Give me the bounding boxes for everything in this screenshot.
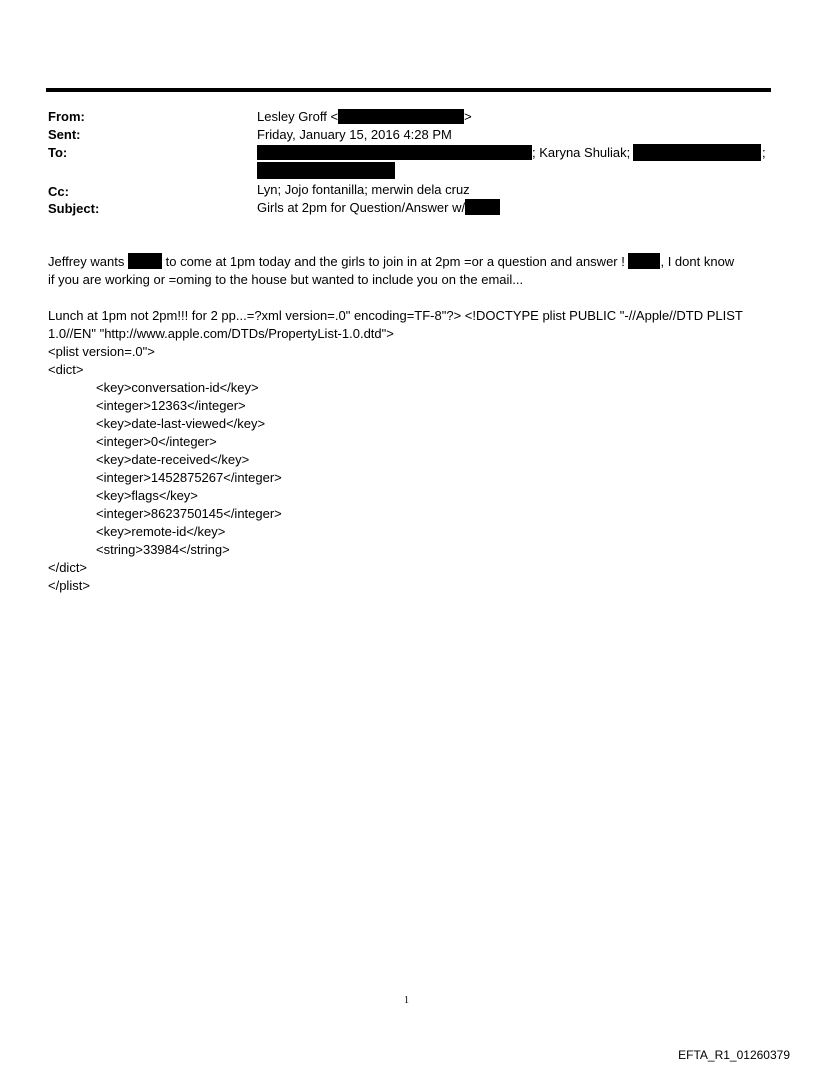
body-text-c: , I dont know: [660, 254, 735, 269]
dict-line: <integer>1452875267</integer>: [96, 470, 282, 485]
subject-value: [257, 199, 500, 216]
dict-line: <string>33984</string>: [96, 542, 230, 557]
dict-line: <key>conversation-id</key>: [96, 380, 259, 395]
from-close: >: [464, 109, 472, 124]
body-paragraph-2-line-1: Lunch at 1pm not 2pm!!! for 2 pp...=?xml version=.0" encoding=TF-8"?> <!DOCTYPE plist PUBLIC "-//Apple//DTD PLIST: [48, 308, 743, 323]
redaction-box: [633, 144, 761, 161]
subject-label: Subject:: [48, 201, 100, 216]
body-text-b: to come at 1pm today and the girls to join in at 2pm =or a question and answer !: [165, 254, 625, 269]
dict-line: <key>flags</key>: [96, 488, 198, 503]
redaction-box: [338, 109, 464, 124]
dict-line: <integer>8623750145</integer>: [96, 506, 282, 521]
dict-line: <key>date-received</key>: [96, 452, 250, 467]
to-value: [257, 144, 630, 161]
cc-label: Cc:: [48, 184, 69, 199]
dict-line: <key>date-last-viewed</key>: [96, 416, 266, 431]
body-paragraph-1-line-2: if you are working or =oming to the house but wanted to include you on the email...: [48, 272, 524, 287]
page-number: 1: [404, 995, 409, 1006]
from-label: From:: [48, 109, 85, 124]
dict-close: </dict>: [48, 560, 88, 575]
body-paragraph-1-line-1: [48, 253, 778, 271]
subject-text: Girls at 2pm for Question/Answer w/: [257, 200, 466, 215]
from-name: Lesley Groff <: [257, 109, 339, 124]
body-paragraph-2-line-2: 1.0//EN" "http://www.apple.com/DTDs/PropertyList-1.0.dtd">: [48, 326, 394, 341]
to-end: ;: [762, 145, 766, 160]
dict-line: <integer>0</integer>: [96, 434, 217, 449]
body-text-a: Jeffrey wants: [48, 254, 125, 269]
document-id: EFTA_R1_01260379: [678, 1048, 790, 1062]
cc-value: Lyn; Jojo fontanilla; merwin dela cruz: [257, 182, 470, 197]
sent-label: Sent:: [48, 127, 81, 142]
plist-open: <plist version=.0">: [48, 344, 155, 359]
header-rule: [46, 88, 771, 92]
dict-line: <key>remote-id</key>: [96, 524, 226, 539]
plist-close: </plist>: [48, 578, 90, 593]
from-value: [257, 108, 472, 125]
dict-open: <dict>: [48, 362, 84, 377]
redaction-box: [257, 162, 395, 179]
redaction-box: [128, 253, 162, 269]
to-mid: ; Karyna Shuliak;: [532, 145, 631, 160]
redaction-box: [257, 145, 532, 160]
redaction-box: [465, 199, 500, 215]
redaction-box: [628, 253, 660, 269]
to-label: To:: [48, 145, 68, 160]
dict-line: <integer>12363</integer>: [96, 398, 246, 413]
sent-value: Friday, January 15, 2016 4:28 PM: [257, 127, 452, 142]
